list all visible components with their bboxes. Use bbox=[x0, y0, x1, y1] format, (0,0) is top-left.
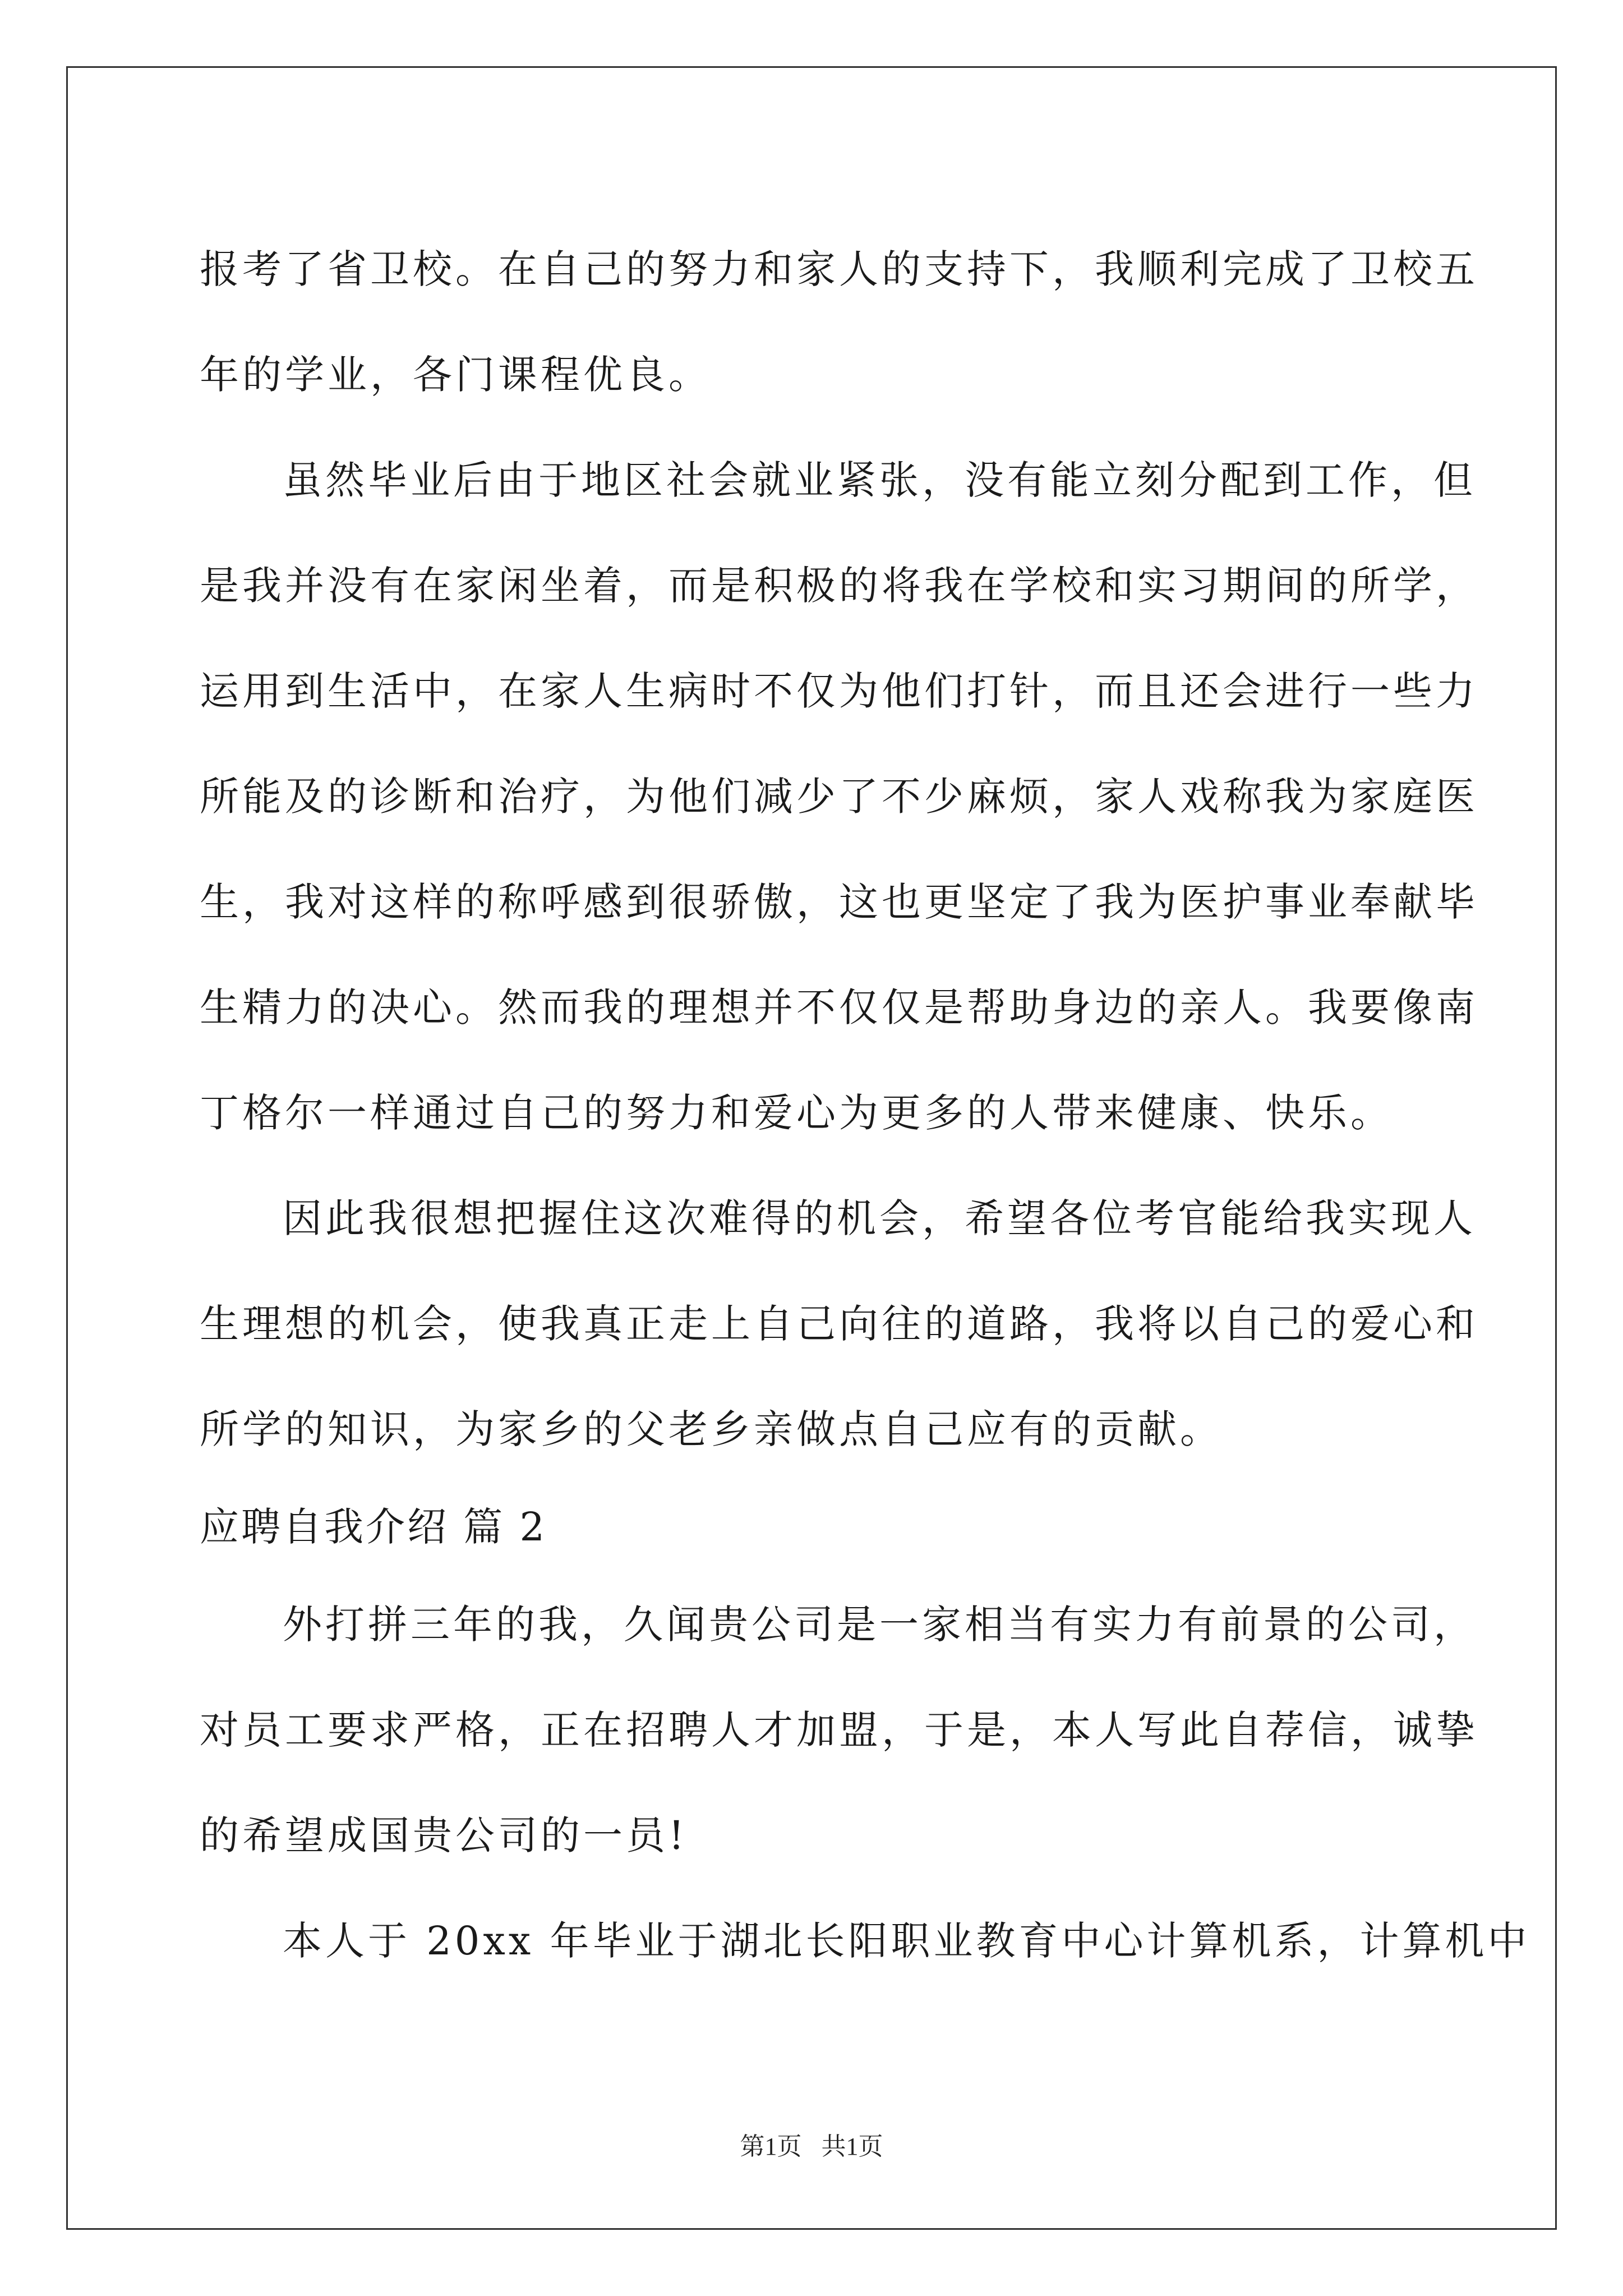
text-line: 外打拼三年的我，久闻贵公司是一家相当有实力有前景的公司， bbox=[283, 1602, 1476, 1648]
page-footer bbox=[0, 2126, 1623, 2162]
paragraph-5 bbox=[200, 1888, 1530, 1994]
text-line: 生精力的决心。然而我的理想并不仅仅是帮助身边的亲人。我要像南 bbox=[200, 984, 1478, 1030]
text-line: 运用到生活中，在家人生病时不仅为他们打针，而且还会进行一些力 bbox=[200, 668, 1478, 714]
document-body bbox=[200, 217, 1530, 1994]
text-line: 虽然毕业后由于地区社会就业紧张，没有能立刻分配到工作，但 bbox=[283, 457, 1476, 503]
paragraph-3 bbox=[200, 1166, 1478, 1482]
paragraph-2 bbox=[200, 427, 1478, 1166]
text-line: 报考了省卫校。在自己的努力和家人的支持下，我顺利完成了卫校五 bbox=[200, 246, 1478, 292]
text-line: 本人于 20xx 年毕业于湖北长阳职业教育中心计算机系，计算机中 bbox=[283, 1918, 1530, 1964]
text-line: 丁格尔一样通过自己的努力和爱心为更多的人带来健康、快乐。 bbox=[200, 1090, 1393, 1136]
paragraph-1 bbox=[200, 217, 1478, 427]
text-line: 所能及的诊断和治疗，为他们减少了不少麻烦，家人戏称我为家庭医 bbox=[200, 774, 1478, 820]
text-line: 的希望成国贵公司的一员! bbox=[200, 1812, 688, 1858]
text-line: 对员工要求严格，正在招聘人才加盟，于是，本人写此自荐信，诚挚 bbox=[200, 1707, 1478, 1753]
page-total: 共1页 bbox=[821, 2133, 883, 2160]
text-line: 年的学业，各门课程优良。 bbox=[200, 352, 711, 398]
text-line: 因此我很想把握住这次难得的机会，希望各位考官能给我实现人 bbox=[283, 1195, 1476, 1241]
paragraph-4 bbox=[200, 1572, 1478, 1888]
text-line: 所学的知识，为家乡的父老乡亲做点自己应有的贡献。 bbox=[200, 1406, 1223, 1452]
text-line: 生理想的机会，使我真正走上自己向往的道路，我将以自己的爱心和 bbox=[200, 1301, 1478, 1347]
section-heading: 应聘自我介绍 篇 2 bbox=[200, 1504, 547, 1550]
page-number: 第1页 bbox=[740, 2133, 802, 2160]
text-line: 是我并没有在家闲坐着，而是积极的将我在学校和实习期间的所学， bbox=[200, 563, 1478, 609]
text-line: 生，我对这样的称呼感到很骄傲，这也更坚定了我为医护事业奉献毕 bbox=[200, 879, 1478, 925]
